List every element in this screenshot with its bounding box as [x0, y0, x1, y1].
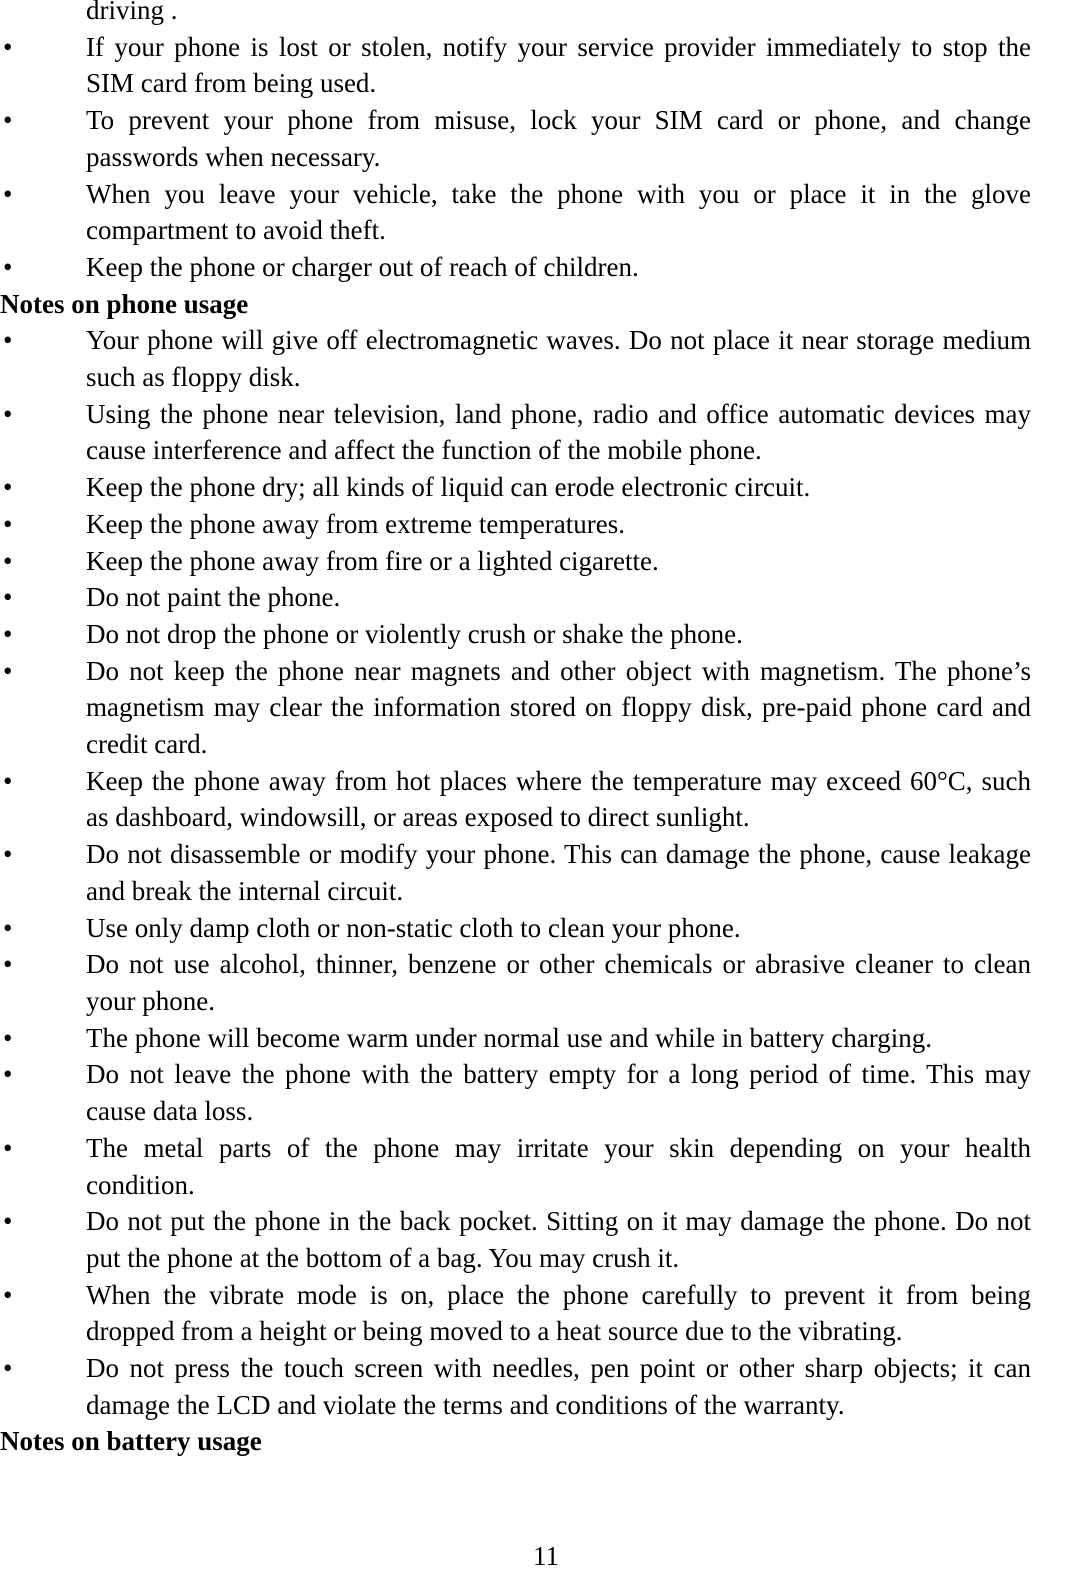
list-item	[0, 102, 1031, 175]
safety-list	[0, 29, 1067, 286]
list-item	[0, 1020, 1031, 1057]
bullet-icon: •	[3, 912, 13, 943]
list-item-text: Keep the phone or charger out of reach of children.	[86, 251, 639, 282]
list-item-text: Do not use alcohol, thinner, benzene or other chemicals or abrasive cleaner to clean your phone.	[86, 949, 1031, 1016]
list-item-text: Keep the phone away from extreme temperatures.	[86, 508, 626, 539]
bullet-icon: •	[3, 1353, 13, 1384]
bullet-icon: •	[3, 398, 13, 429]
battery-usage-heading: Notes on battery usage	[0, 1426, 262, 1457]
list-item-text: Use only damp cloth or non-static cloth to clean your phone.	[86, 912, 741, 943]
bullet-icon: •	[3, 655, 13, 686]
list-item	[0, 543, 1031, 580]
list-item	[0, 1056, 1031, 1129]
bullet-icon: •	[3, 582, 13, 613]
bullet-icon: •	[3, 31, 13, 62]
list-item	[0, 396, 1031, 469]
bullet-icon: •	[3, 949, 13, 980]
bullet-icon: •	[3, 251, 13, 282]
list-item-text: Do not drop the phone or violently crush or shake the phone.	[86, 618, 743, 649]
bullet-icon: •	[3, 1022, 13, 1053]
bullet-icon: •	[3, 325, 13, 356]
list-item-text: If your phone is lost or stolen, notify your service provider immediately to stop the SIM card from being used.	[86, 31, 1031, 99]
list-item	[0, 616, 1031, 653]
list-item	[0, 249, 1031, 286]
bullet-icon: •	[3, 1279, 13, 1310]
list-item-text: Do not paint the phone.	[86, 582, 341, 613]
list-item	[0, 469, 1031, 506]
list-item	[0, 653, 1031, 763]
list-item	[0, 910, 1031, 947]
phone-usage-heading: Notes on phone usage	[0, 288, 249, 319]
list-item	[0, 506, 1031, 543]
list-item-text: Keep the phone away from hot places where the temperature may exceed 60°C, such as dashboard, windowsill, or areas exposed to direct sunlight.	[86, 765, 1031, 833]
bullet-icon: •	[3, 618, 13, 649]
bullet-icon: •	[3, 105, 13, 136]
bullet-icon: •	[3, 545, 13, 576]
list-item	[0, 176, 1031, 249]
list-item-text: Do not disassemble or modify your phone. This can damage the phone, cause leakage and break the internal circuit.	[86, 839, 1031, 906]
bullet-icon: •	[3, 1132, 13, 1163]
bullet-icon: •	[3, 1059, 13, 1090]
list-item	[0, 1277, 1031, 1350]
list-item	[0, 322, 1031, 395]
list-item-text: The phone will become warm under normal use and while in battery charging.	[86, 1022, 932, 1053]
list-item-text: Do not press the touch screen with needles, pen point or other sharp objects; it can damage the LCD and violate the terms and conditions of the warranty.	[86, 1353, 1031, 1420]
bullet-icon: •	[3, 508, 13, 539]
page-number: 11	[533, 1541, 559, 1571]
list-item-text: When you leave your vehicle, take the phone with you or place it in the glove compartment to avoid theft.	[86, 178, 1031, 246]
list-item-text: Using the phone near television, land phone, radio and office automatic devices may cause interference and affect the function of the mobile phone.	[86, 398, 1031, 466]
list-item	[0, 1203, 1031, 1276]
list-item-text: Your phone will give off electromagnetic waves. Do not place it near storage medium such as floppy disk.	[86, 325, 1031, 393]
list-item-text: Keep the phone away from fire or a lighted cigarette.	[86, 545, 659, 576]
list-item	[0, 579, 1031, 616]
bullet-icon: •	[3, 1206, 13, 1237]
list-item	[0, 29, 1031, 102]
list-item	[0, 946, 1031, 1019]
list-item-text: Do not keep the phone near magnets and other object with magnetism. The phone’s magnetism may clear the information stored on floppy disk, pre-paid phone card and credit card.	[86, 655, 1031, 760]
list-item-text: The metal parts of the phone may irritate your skin depending on your health condition.	[86, 1132, 1031, 1200]
continued-text: driving .	[86, 0, 178, 25]
list-item-text: When the vibrate mode is on, place the phone carefully to prevent it from being dropped from a height or being moved to a heat source due to the vibrating.	[86, 1279, 1031, 1347]
list-item-text: Keep the phone dry; all kinds of liquid can erode electronic circuit.	[86, 472, 811, 503]
bullet-icon: •	[3, 472, 13, 503]
list-item	[0, 1350, 1031, 1423]
list-item-text: Do not put the phone in the back pocket. Sitting on it may damage the phone. Do not put the phone at the bottom of a bag. You may crush it.	[86, 1206, 1031, 1273]
bullet-icon: •	[3, 839, 13, 870]
list-item-text: To prevent your phone from misuse, lock your SIM card or phone, and change passwords when necessary.	[86, 105, 1031, 172]
list-item-text: Do not leave the phone with the battery empty for a long period of time. This may cause data loss.	[86, 1059, 1031, 1127]
phone-usage-list	[0, 322, 1067, 1423]
list-item	[0, 1130, 1031, 1203]
bullet-icon: •	[3, 765, 13, 796]
list-item	[0, 763, 1031, 836]
bullet-icon: •	[3, 178, 13, 209]
list-item	[0, 836, 1031, 909]
